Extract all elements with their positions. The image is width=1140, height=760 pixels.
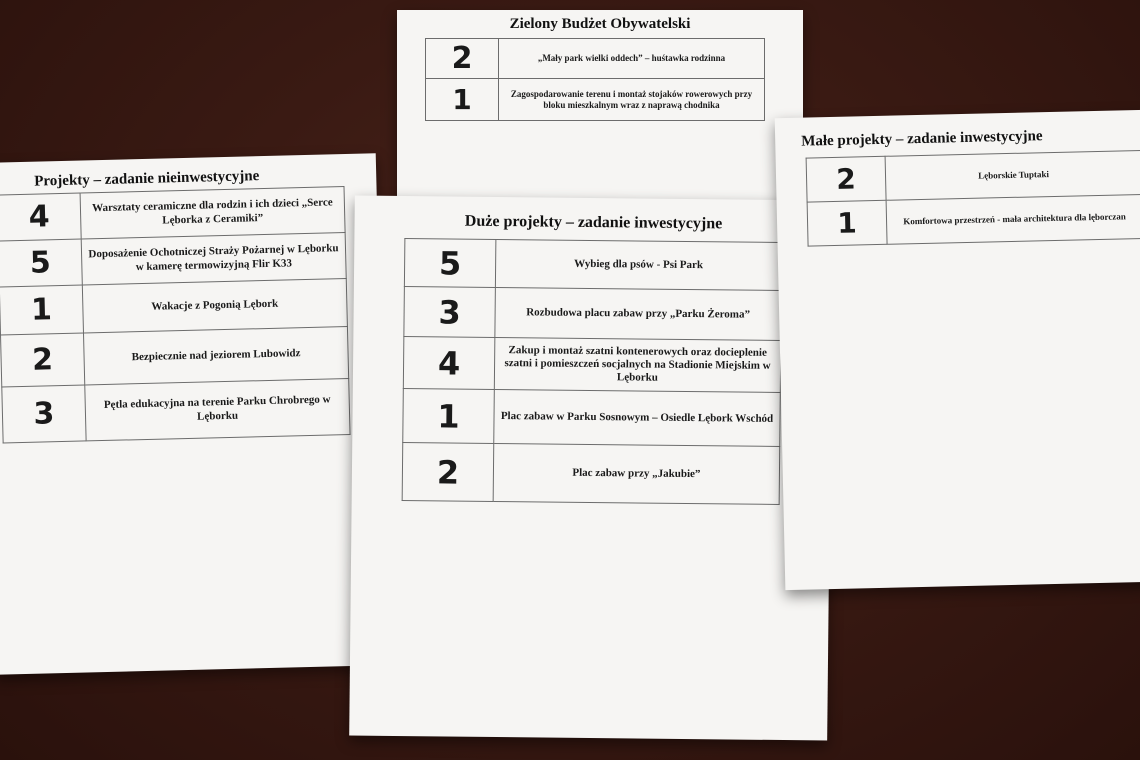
project-name: Rozbudowa placu zabaw przy „Parku Żeroma” xyxy=(495,287,782,340)
table-row xyxy=(404,287,782,341)
vote-table xyxy=(0,186,351,443)
sheet-title: Projekty – zadanie nieinwestycyjne xyxy=(34,168,260,190)
project-name: Zagospodarowanie terenu i montaż stojaków rowerowych przy bloku mieszkalnym wraz z naprawą chodnika xyxy=(499,79,765,121)
vote-number: 3 xyxy=(2,385,86,443)
project-name: Plac zabaw w Parku Sosnowym – Osiedle Lębork Wschód xyxy=(494,389,781,446)
table-row xyxy=(404,239,781,291)
table-row xyxy=(426,79,765,121)
table-row xyxy=(806,150,1140,202)
project-name: Plac zabaw przy „Jakubie” xyxy=(493,443,780,504)
project-name: Komfortowa przestrzeń - mała architektura dla lęborczan xyxy=(886,194,1140,244)
vote-number: 5 xyxy=(0,239,82,287)
vote-number: 1 xyxy=(403,389,495,444)
table-row xyxy=(403,337,781,393)
vote-number: 1 xyxy=(807,200,887,246)
sheet-title: Małe projekty – zadanie inwestycyjne xyxy=(801,128,1043,150)
table-row xyxy=(403,389,781,447)
vote-number: 4 xyxy=(403,337,495,390)
sheet-duze-projekty xyxy=(349,196,833,741)
project-name: Pętla edukacyjna na terenie Parku Chrobrego w Lęborku xyxy=(85,379,350,441)
vote-number: 2 xyxy=(806,156,886,202)
project-name: Doposażenie Ochotniczej Straży Pożarnej w Lęborku w kamerę termowizyjną Flir K33 xyxy=(81,233,346,285)
table-row xyxy=(0,279,347,335)
table-row xyxy=(426,39,765,79)
table-row xyxy=(2,379,350,443)
project-name: Bezpiecznie nad jeziorem Lubowidz xyxy=(83,327,348,385)
vote-number: 1 xyxy=(0,285,83,335)
project-name: Lęborskie Tuptaki xyxy=(885,150,1140,200)
project-name: Wakacje z Pogonią Lębork xyxy=(82,279,347,333)
vote-number: 2 xyxy=(1,333,85,387)
vote-number: 5 xyxy=(404,239,495,288)
vote-number: 4 xyxy=(0,193,81,241)
sheet-title: Zielony Budżet Obywatelski xyxy=(509,16,691,32)
table-row xyxy=(1,327,349,387)
project-name: Zakup i montaż szatni kontenerowych oraz docieplenie szatni i pomieszczeń socjalnych na Stadionie Miejskim w Lęborku xyxy=(494,337,781,392)
sheet-male-projekty xyxy=(775,110,1140,590)
sheet-nieinwestycyjne xyxy=(0,153,388,674)
table-row xyxy=(402,443,780,505)
sheet-title: Duże projekty – zadanie inwestycyjne xyxy=(464,212,723,233)
vote-table xyxy=(806,150,1140,247)
project-name: Wybieg dla psów - Psi Park xyxy=(495,239,781,290)
vote-table xyxy=(425,38,765,121)
vote-number: 1 xyxy=(426,79,499,121)
vote-number: 3 xyxy=(404,287,496,338)
vote-number: 2 xyxy=(402,443,494,502)
vote-table xyxy=(402,238,783,505)
vote-number: 2 xyxy=(426,39,499,79)
project-name: „Mały park wielki oddech” – huśtawka rodzinna xyxy=(499,39,765,79)
table-row xyxy=(807,194,1140,246)
project-name: Warsztaty ceramiczne dla rodzin i ich dzieci „Serce Lęborka z Ceramiki” xyxy=(80,187,345,239)
